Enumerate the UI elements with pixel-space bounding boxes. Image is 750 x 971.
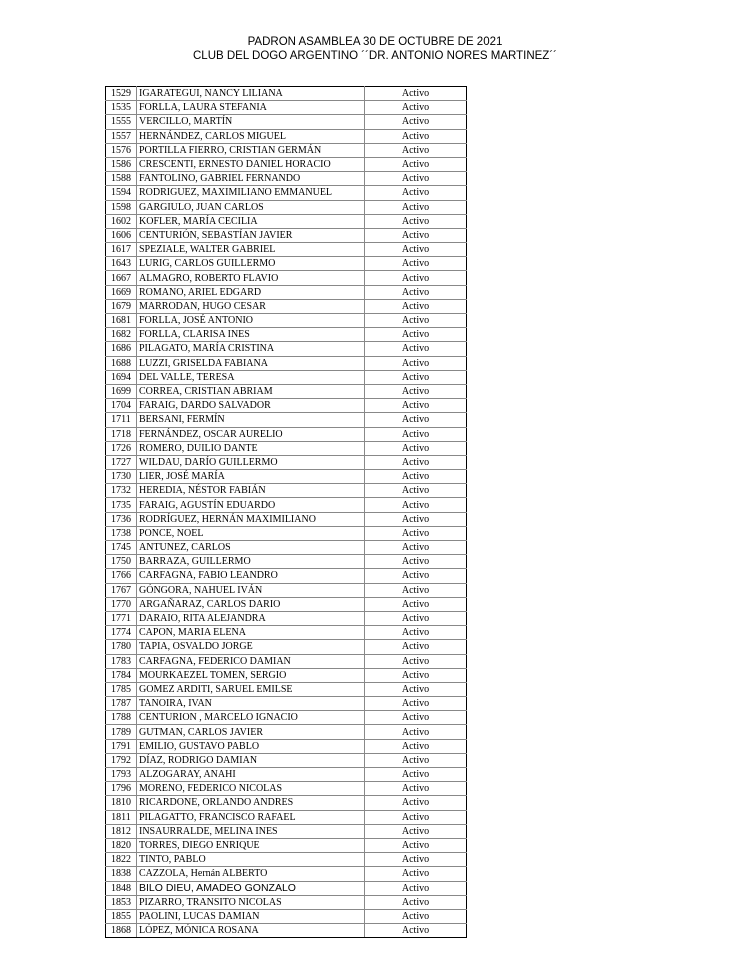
member-number-cell: 1686	[106, 342, 137, 356]
table-row	[106, 200, 467, 214]
member-name-cell: INSAURRALDE, MELINA INES	[137, 824, 365, 838]
table-row	[106, 328, 467, 342]
member-status-cell: Activo	[365, 924, 467, 938]
member-number-cell: 1699	[106, 384, 137, 398]
member-number-cell: 1783	[106, 654, 137, 668]
table-row	[106, 172, 467, 186]
member-number-cell: 1750	[106, 555, 137, 569]
member-status-cell: Activo	[365, 328, 467, 342]
member-name-cell: FORLLA, CLARISA INES	[137, 328, 365, 342]
member-number-cell: 1774	[106, 626, 137, 640]
table-row	[106, 654, 467, 668]
table-row	[106, 626, 467, 640]
member-status-cell: Activo	[365, 214, 467, 228]
table-row	[106, 498, 467, 512]
member-number-cell: 1771	[106, 611, 137, 625]
member-status-cell: Activo	[365, 257, 467, 271]
member-name-cell: ROMANO, ARIEL EDGARD	[137, 285, 365, 299]
table-row	[106, 682, 467, 696]
table-row	[106, 611, 467, 625]
member-name-cell: CENTURION , MARCELO IGNACIO	[137, 711, 365, 725]
member-number-cell: 1770	[106, 597, 137, 611]
table-row	[106, 271, 467, 285]
member-status-cell: Activo	[365, 87, 467, 101]
member-status-cell: Activo	[365, 115, 467, 129]
member-name-cell: DÍAZ, RODRIGO DAMIAN	[137, 753, 365, 767]
table-row	[106, 470, 467, 484]
table-row	[106, 101, 467, 115]
member-number-cell: 1682	[106, 328, 137, 342]
member-status-cell: Activo	[365, 782, 467, 796]
table-row	[106, 583, 467, 597]
member-name-cell: PILAGATTO, FRANCISCO RAFAEL	[137, 810, 365, 824]
member-status-cell: Activo	[365, 640, 467, 654]
table-row	[106, 87, 467, 101]
member-number-cell: 1820	[106, 838, 137, 852]
member-status-cell: Activo	[365, 555, 467, 569]
member-number-cell: 1730	[106, 470, 137, 484]
member-name-cell: DEL VALLE, TERESA	[137, 370, 365, 384]
member-name-cell: LURIG, CARLOS GUILLERMO	[137, 257, 365, 271]
member-name-cell: CAZZOLA, Hernán ALBERTO	[137, 867, 365, 881]
member-number-cell: 1738	[106, 526, 137, 540]
member-status-cell: Activo	[365, 583, 467, 597]
member-name-cell: CARFAGNA, FEDERICO DAMIAN	[137, 654, 365, 668]
table-row	[106, 157, 467, 171]
member-name-cell: PILAGATO, MARÍA CRISTINA	[137, 342, 365, 356]
member-name-cell: BERSANI, FERMÍN	[137, 413, 365, 427]
member-status-cell: Activo	[365, 157, 467, 171]
member-status-cell: Activo	[365, 824, 467, 838]
table-row	[106, 782, 467, 796]
member-status-cell: Activo	[365, 909, 467, 923]
member-status-cell: Activo	[365, 186, 467, 200]
member-number-cell: 1598	[106, 200, 137, 214]
table-row	[106, 512, 467, 526]
member-number-cell: 1811	[106, 810, 137, 824]
member-name-cell: TORRES, DIEGO ENRIQUE	[137, 838, 365, 852]
member-number-cell: 1617	[106, 243, 137, 257]
member-name-cell: GARGIULO, JUAN CARLOS	[137, 200, 365, 214]
member-status-cell: Activo	[365, 569, 467, 583]
member-status-cell: Activo	[365, 768, 467, 782]
member-name-cell: ARGAÑARAZ, CARLOS DARIO	[137, 597, 365, 611]
member-status-cell: Activo	[365, 668, 467, 682]
table-row	[106, 370, 467, 384]
table-row	[106, 555, 467, 569]
member-number-cell: 1727	[106, 455, 137, 469]
table-row	[106, 697, 467, 711]
member-status-cell: Activo	[365, 867, 467, 881]
member-status-cell: Activo	[365, 129, 467, 143]
member-name-cell: ALZOGARAY, ANAHI	[137, 768, 365, 782]
member-number-cell: 1853	[106, 895, 137, 909]
member-status-cell: Activo	[365, 299, 467, 313]
member-name-cell: FERNÁNDEZ, OSCAR AURELIO	[137, 427, 365, 441]
table-row	[106, 739, 467, 753]
member-number-cell: 1602	[106, 214, 137, 228]
member-status-cell: Activo	[365, 243, 467, 257]
member-number-cell: 1796	[106, 782, 137, 796]
table-row	[106, 257, 467, 271]
table-row	[106, 243, 467, 257]
table-row	[106, 867, 467, 881]
member-status-cell: Activo	[365, 682, 467, 696]
table-row	[106, 753, 467, 767]
member-status-cell: Activo	[365, 455, 467, 469]
member-number-cell: 1784	[106, 668, 137, 682]
member-status-cell: Activo	[365, 498, 467, 512]
member-number-cell: 1557	[106, 129, 137, 143]
member-status-cell: Activo	[365, 271, 467, 285]
member-status-cell: Activo	[365, 810, 467, 824]
table-row	[106, 526, 467, 540]
member-number-cell: 1767	[106, 583, 137, 597]
roster-body	[106, 87, 467, 938]
member-status-cell: Activo	[365, 697, 467, 711]
table-row	[106, 541, 467, 555]
table-row	[106, 186, 467, 200]
member-name-cell: CAPON, MARIA ELENA	[137, 626, 365, 640]
member-status-cell: Activo	[365, 101, 467, 115]
member-number-cell: 1606	[106, 228, 137, 242]
member-number-cell: 1711	[106, 413, 137, 427]
member-name-cell: VERCILLO, MARTÍN	[137, 115, 365, 129]
member-number-cell: 1588	[106, 172, 137, 186]
member-number-cell: 1745	[106, 541, 137, 555]
member-name-cell: LIER, JOSÉ MARÍA	[137, 470, 365, 484]
member-status-cell: Activo	[365, 356, 467, 370]
member-name-cell: FANTOLINO, GABRIEL FERNANDO	[137, 172, 365, 186]
member-name-cell: TANOIRA, IVAN	[137, 697, 365, 711]
table-row	[106, 853, 467, 867]
table-row	[106, 668, 467, 682]
member-status-cell: Activo	[365, 796, 467, 810]
member-name-cell: DARAIO, RITA ALEJANDRA	[137, 611, 365, 625]
table-row	[106, 796, 467, 810]
member-name-cell: PORTILLA FIERRO, CRISTIAN GERMÁN	[137, 143, 365, 157]
member-name-cell: FORLLA, JOSÉ ANTONIO	[137, 314, 365, 328]
member-status-cell: Activo	[365, 143, 467, 157]
member-number-cell: 1594	[106, 186, 137, 200]
table-row	[106, 285, 467, 299]
member-status-cell: Activo	[365, 725, 467, 739]
member-number-cell: 1736	[106, 512, 137, 526]
member-number-cell: 1848	[106, 881, 137, 895]
table-row	[106, 768, 467, 782]
member-status-cell: Activo	[365, 172, 467, 186]
member-status-cell: Activo	[365, 285, 467, 299]
member-number-cell: 1793	[106, 768, 137, 782]
member-status-cell: Activo	[365, 597, 467, 611]
member-name-cell: HERNÁNDEZ, CARLOS MIGUEL	[137, 129, 365, 143]
member-status-cell: Activo	[365, 314, 467, 328]
member-number-cell: 1812	[106, 824, 137, 838]
member-number-cell: 1679	[106, 299, 137, 313]
member-name-cell: KOFLER, MARÍA CECILIA	[137, 214, 365, 228]
member-number-cell: 1735	[106, 498, 137, 512]
member-status-cell: Activo	[365, 711, 467, 725]
member-number-cell: 1791	[106, 739, 137, 753]
member-number-cell: 1789	[106, 725, 137, 739]
member-status-cell: Activo	[365, 526, 467, 540]
table-row	[106, 895, 467, 909]
table-row	[106, 129, 467, 143]
member-number-cell: 1868	[106, 924, 137, 938]
table-row	[106, 881, 467, 895]
member-name-cell: ALMAGRO, ROBERTO FLAVIO	[137, 271, 365, 285]
member-name-cell: RODRIGUEZ, MAXIMILIANO EMMANUEL	[137, 186, 365, 200]
member-name-cell: CENTURIÓN, SEBASTÍAN JAVIER	[137, 228, 365, 242]
member-name-cell: MOURKAEZEL TOMEN, SERGIO	[137, 668, 365, 682]
member-name-cell: PIZARRO, TRANSITO NICOLAS	[137, 895, 365, 909]
member-number-cell: 1669	[106, 285, 137, 299]
member-status-cell: Activo	[365, 881, 467, 895]
table-row	[106, 214, 467, 228]
table-row	[106, 427, 467, 441]
table-row	[106, 342, 467, 356]
member-status-cell: Activo	[365, 399, 467, 413]
table-row	[106, 356, 467, 370]
member-roster-table	[105, 86, 467, 938]
member-name-cell: CARFAGNA, FABIO LEANDRO	[137, 569, 365, 583]
member-name-cell: ROMERO, DUILIO DANTE	[137, 441, 365, 455]
member-number-cell: 1788	[106, 711, 137, 725]
member-name-cell: IGARATEGUI, NANCY LILIANA	[137, 87, 365, 101]
member-status-cell: Activo	[365, 484, 467, 498]
member-name-cell: PONCE, NOEL	[137, 526, 365, 540]
member-status-cell: Activo	[365, 200, 467, 214]
table-row	[106, 711, 467, 725]
member-number-cell: 1732	[106, 484, 137, 498]
member-name-cell: MORENO, FEDERICO NICOLAS	[137, 782, 365, 796]
member-name-cell: PAOLINI, LUCAS DAMIAN	[137, 909, 365, 923]
member-number-cell: 1704	[106, 399, 137, 413]
table-row	[106, 455, 467, 469]
member-name-cell: FARAIG, DARDO SALVADOR	[137, 399, 365, 413]
member-number-cell: 1694	[106, 370, 137, 384]
member-name-cell: TAPIA, OSVALDO JORGE	[137, 640, 365, 654]
member-name-cell: CORREA, CRISTIAN ABRIAM	[137, 384, 365, 398]
member-number-cell: 1822	[106, 853, 137, 867]
member-status-cell: Activo	[365, 228, 467, 242]
member-number-cell: 1838	[106, 867, 137, 881]
member-number-cell: 1855	[106, 909, 137, 923]
member-number-cell: 1643	[106, 257, 137, 271]
member-status-cell: Activo	[365, 654, 467, 668]
member-status-cell: Activo	[365, 739, 467, 753]
table-row	[106, 924, 467, 938]
member-name-cell: LÓPEZ, MÓNICA ROSANA	[137, 924, 365, 938]
member-status-cell: Activo	[365, 853, 467, 867]
table-row	[106, 314, 467, 328]
table-row	[106, 299, 467, 313]
member-status-cell: Activo	[365, 895, 467, 909]
table-row	[106, 399, 467, 413]
table-row	[106, 838, 467, 852]
member-status-cell: Activo	[365, 470, 467, 484]
member-status-cell: Activo	[365, 342, 467, 356]
member-name-cell: RODRÍGUEZ, HERNÁN MAXIMILIANO	[137, 512, 365, 526]
table-row	[106, 228, 467, 242]
member-number-cell: 1726	[106, 441, 137, 455]
member-number-cell: 1555	[106, 115, 137, 129]
member-name-cell: MARRODAN, HUGO CESAR	[137, 299, 365, 313]
member-name-cell: FORLLA, LAURA STEFANIA	[137, 101, 365, 115]
member-number-cell: 1586	[106, 157, 137, 171]
table-row	[106, 143, 467, 157]
member-name-cell: CRESCENTI, ERNESTO DANIEL HORACIO	[137, 157, 365, 171]
member-status-cell: Activo	[365, 441, 467, 455]
table-row	[106, 597, 467, 611]
member-number-cell: 1718	[106, 427, 137, 441]
table-row	[106, 441, 467, 455]
member-name-cell: BARRAZA, GUILLERMO	[137, 555, 365, 569]
member-name-cell: GOMEZ ARDITI, SARUEL EMILSE	[137, 682, 365, 696]
table-row	[106, 725, 467, 739]
member-name-cell: WILDAU, DARÍO GUILLERMO	[137, 455, 365, 469]
table-row	[106, 569, 467, 583]
member-status-cell: Activo	[365, 427, 467, 441]
member-number-cell: 1785	[106, 682, 137, 696]
member-name-cell: ANTUNEZ, CARLOS	[137, 541, 365, 555]
member-name-cell: TINTO, PABLO	[137, 853, 365, 867]
member-name-cell: EMILIO, GUSTAVO PABLO	[137, 739, 365, 753]
member-number-cell: 1576	[106, 143, 137, 157]
member-name-cell: FARAIG, AGUSTÍN EDUARDO	[137, 498, 365, 512]
document-subtitle: CLUB DEL DOGO ARGENTINO ´´DR. ANTONIO NORES MARTINEZ´´	[193, 50, 557, 62]
member-number-cell: 1529	[106, 87, 137, 101]
member-name-cell: RICARDONE, ORLANDO ANDRES	[137, 796, 365, 810]
member-number-cell: 1780	[106, 640, 137, 654]
member-number-cell: 1766	[106, 569, 137, 583]
member-status-cell: Activo	[365, 753, 467, 767]
member-status-cell: Activo	[365, 512, 467, 526]
member-status-cell: Activo	[365, 838, 467, 852]
member-number-cell: 1810	[106, 796, 137, 810]
member-name-cell: BILO DIEU, AMADEO GONZALO	[137, 881, 365, 895]
member-status-cell: Activo	[365, 626, 467, 640]
member-name-cell: GUTMAN, CARLOS JAVIER	[137, 725, 365, 739]
member-name-cell: SPEZIALE, WALTER GABRIEL	[137, 243, 365, 257]
member-status-cell: Activo	[365, 370, 467, 384]
table-row	[106, 413, 467, 427]
member-number-cell: 1681	[106, 314, 137, 328]
table-row	[106, 824, 467, 838]
member-status-cell: Activo	[365, 384, 467, 398]
table-row	[106, 384, 467, 398]
document-title: PADRON ASAMBLEA 30 DE OCTUBRE DE 2021	[247, 36, 503, 48]
member-name-cell: LUZZI, GRISELDA FABIANA	[137, 356, 365, 370]
table-row	[106, 810, 467, 824]
member-name-cell: GÓNGORA, NAHUEL IVÁN	[137, 583, 365, 597]
member-number-cell: 1792	[106, 753, 137, 767]
member-number-cell: 1787	[106, 697, 137, 711]
member-status-cell: Activo	[365, 541, 467, 555]
table-row	[106, 640, 467, 654]
table-row	[106, 115, 467, 129]
table-row	[106, 484, 467, 498]
member-number-cell: 1535	[106, 101, 137, 115]
member-status-cell: Activo	[365, 413, 467, 427]
member-name-cell: HEREDIA, NÉSTOR FABIÁN	[137, 484, 365, 498]
member-number-cell: 1688	[106, 356, 137, 370]
table-row	[106, 909, 467, 923]
member-status-cell: Activo	[365, 611, 467, 625]
member-number-cell: 1667	[106, 271, 137, 285]
